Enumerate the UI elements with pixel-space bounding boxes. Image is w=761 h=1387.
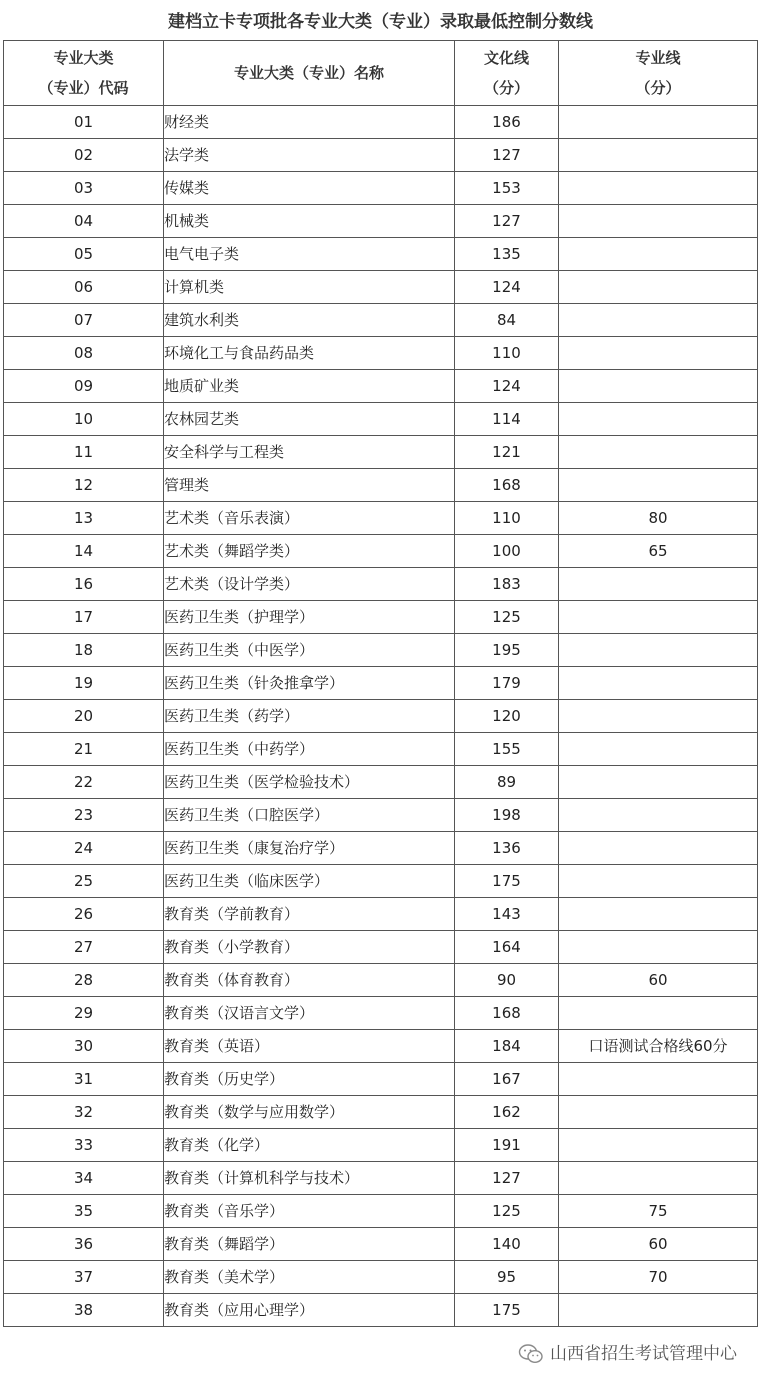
cell-professional: [559, 106, 758, 139]
cell-name: 安全科学与工程类: [164, 436, 455, 469]
header-culture: 文化线 （分）: [455, 41, 559, 106]
cell-professional: [559, 799, 758, 832]
cell-name: 计算机类: [164, 271, 455, 304]
cell-code: 38: [4, 1294, 164, 1327]
cell-professional: [559, 139, 758, 172]
cell-name: 教育类（汉语言文学）: [164, 997, 455, 1030]
cell-professional: [559, 1096, 758, 1129]
cell-code: 12: [4, 469, 164, 502]
table-row: [4, 1195, 758, 1228]
cell-culture: 89: [455, 766, 559, 799]
cell-name: 传媒类: [164, 172, 455, 205]
cell-code: 25: [4, 865, 164, 898]
cell-code: 03: [4, 172, 164, 205]
cell-name: 教育类（数学与应用数学）: [164, 1096, 455, 1129]
cell-name: 环境化工与食品药品类: [164, 337, 455, 370]
cell-culture: 95: [455, 1261, 559, 1294]
table-row: [4, 139, 758, 172]
table-row: [4, 502, 758, 535]
cell-code: 26: [4, 898, 164, 931]
cell-culture: 155: [455, 733, 559, 766]
table-row: [4, 172, 758, 205]
cell-culture: 183: [455, 568, 559, 601]
header-code: 专业大类 （专业）代码: [4, 41, 164, 106]
footer-text: 山西省招生考试管理中心: [550, 1344, 737, 1364]
cell-culture: 162: [455, 1096, 559, 1129]
cell-professional: [559, 1063, 758, 1096]
cell-code: 21: [4, 733, 164, 766]
cell-professional: [559, 172, 758, 205]
cell-culture: 175: [455, 1294, 559, 1327]
table-row: [4, 1261, 758, 1294]
cell-professional: [559, 898, 758, 931]
table-row: [4, 634, 758, 667]
score-table: [3, 40, 758, 1327]
cell-name: 医药卫生类（临床医学）: [164, 865, 455, 898]
table-row: [4, 1228, 758, 1261]
cell-professional: [559, 766, 758, 799]
table-row: [4, 205, 758, 238]
cell-professional: [559, 634, 758, 667]
cell-name: 教育类（应用心理学）: [164, 1294, 455, 1327]
cell-professional: 80: [559, 502, 758, 535]
cell-code: 28: [4, 964, 164, 997]
cell-culture: 127: [455, 139, 559, 172]
cell-culture: 168: [455, 469, 559, 502]
cell-professional: [559, 865, 758, 898]
cell-code: 37: [4, 1261, 164, 1294]
cell-professional: [559, 337, 758, 370]
table-row: [4, 997, 758, 1030]
cell-code: 35: [4, 1195, 164, 1228]
cell-name: 医药卫生类（护理学）: [164, 601, 455, 634]
cell-name: 教育类（计算机科学与技术）: [164, 1162, 455, 1195]
cell-code: 20: [4, 700, 164, 733]
cell-professional: [559, 403, 758, 436]
cell-code: 31: [4, 1063, 164, 1096]
table-header-row: [4, 41, 758, 106]
cell-name: 医药卫生类（针灸推拿学）: [164, 667, 455, 700]
table-body: [4, 106, 758, 1327]
footer-watermark: [518, 1338, 737, 1370]
cell-name: 艺术类（音乐表演）: [164, 502, 455, 535]
table-row: [4, 1096, 758, 1129]
cell-code: 02: [4, 139, 164, 172]
cell-name: 法学类: [164, 139, 455, 172]
cell-code: 17: [4, 601, 164, 634]
cell-culture: 121: [455, 436, 559, 469]
cell-code: 01: [4, 106, 164, 139]
table-row: [4, 106, 758, 139]
cell-name: 机械类: [164, 205, 455, 238]
cell-name: 医药卫生类（中药学）: [164, 733, 455, 766]
table-row: [4, 700, 758, 733]
cell-name: 教育类（化学）: [164, 1129, 455, 1162]
table-row: [4, 568, 758, 601]
header-professional: 专业线 （分）: [559, 41, 758, 106]
cell-culture: 124: [455, 271, 559, 304]
cell-code: 33: [4, 1129, 164, 1162]
cell-code: 29: [4, 997, 164, 1030]
table-row: [4, 931, 758, 964]
table-row: [4, 436, 758, 469]
table-row: [4, 964, 758, 997]
table-row: [4, 898, 758, 931]
cell-code: 07: [4, 304, 164, 337]
table-row: [4, 667, 758, 700]
cell-professional: [559, 700, 758, 733]
table-row: [4, 1129, 758, 1162]
cell-culture: 143: [455, 898, 559, 931]
cell-professional: [559, 436, 758, 469]
cell-code: 14: [4, 535, 164, 568]
cell-culture: 195: [455, 634, 559, 667]
cell-culture: 127: [455, 1162, 559, 1195]
cell-culture: 191: [455, 1129, 559, 1162]
cell-code: 22: [4, 766, 164, 799]
cell-code: 30: [4, 1030, 164, 1063]
cell-code: 24: [4, 832, 164, 865]
cell-professional: [559, 832, 758, 865]
cell-professional: 60: [559, 964, 758, 997]
cell-name: 教育类（音乐学）: [164, 1195, 455, 1228]
cell-professional: 75: [559, 1195, 758, 1228]
cell-culture: 114: [455, 403, 559, 436]
cell-code: 11: [4, 436, 164, 469]
cell-professional: [559, 733, 758, 766]
cell-code: 09: [4, 370, 164, 403]
cell-culture: 125: [455, 1195, 559, 1228]
cell-name: 农林园艺类: [164, 403, 455, 436]
cell-professional: [559, 469, 758, 502]
table-row: [4, 601, 758, 634]
cell-name: 教育类（舞蹈学）: [164, 1228, 455, 1261]
table-row: [4, 865, 758, 898]
cell-name: 教育类（美术学）: [164, 1261, 455, 1294]
cell-code: 23: [4, 799, 164, 832]
cell-professional: [559, 304, 758, 337]
table-row: [4, 238, 758, 271]
cell-code: 08: [4, 337, 164, 370]
cell-code: 34: [4, 1162, 164, 1195]
cell-culture: 124: [455, 370, 559, 403]
cell-name: 教育类（学前教育）: [164, 898, 455, 931]
table-row: [4, 1294, 758, 1327]
cell-culture: 120: [455, 700, 559, 733]
cell-culture: 110: [455, 337, 559, 370]
cell-professional: 65: [559, 535, 758, 568]
cell-culture: 153: [455, 172, 559, 205]
cell-code: 05: [4, 238, 164, 271]
cell-code: 36: [4, 1228, 164, 1261]
cell-name: 医药卫生类（中医学）: [164, 634, 455, 667]
table-row: [4, 337, 758, 370]
table-row: [4, 535, 758, 568]
cell-culture: 164: [455, 931, 559, 964]
cell-name: 管理类: [164, 469, 455, 502]
cell-culture: 167: [455, 1063, 559, 1096]
cell-professional: 口语测试合格线60分: [559, 1030, 758, 1063]
cell-professional: 60: [559, 1228, 758, 1261]
table-row: [4, 832, 758, 865]
table-row: [4, 1063, 758, 1096]
cell-culture: 136: [455, 832, 559, 865]
cell-culture: 168: [455, 997, 559, 1030]
cell-culture: 140: [455, 1228, 559, 1261]
table-row: [4, 271, 758, 304]
cell-professional: [559, 568, 758, 601]
cell-code: 13: [4, 502, 164, 535]
cell-professional: 70: [559, 1261, 758, 1294]
page-title: 建档立卡专项批各专业大类（专业）录取最低控制分数线: [168, 12, 593, 32]
cell-name: 建筑水利类: [164, 304, 455, 337]
cell-culture: 125: [455, 601, 559, 634]
cell-code: 06: [4, 271, 164, 304]
table-row: [4, 1162, 758, 1195]
cell-name: 教育类（小学教育）: [164, 931, 455, 964]
cell-professional: [559, 931, 758, 964]
cell-professional: [559, 271, 758, 304]
cell-professional: [559, 1129, 758, 1162]
cell-name: 电气电子类: [164, 238, 455, 271]
cell-code: 19: [4, 667, 164, 700]
table-row: [4, 469, 758, 502]
cell-professional: [559, 1162, 758, 1195]
table-row: [4, 370, 758, 403]
cell-name: 财经类: [164, 106, 455, 139]
cell-culture: 90: [455, 964, 559, 997]
cell-culture: 186: [455, 106, 559, 139]
cell-professional: [559, 1294, 758, 1327]
table-row: [4, 403, 758, 436]
cell-name: 医药卫生类（康复治疗学）: [164, 832, 455, 865]
cell-professional: [559, 601, 758, 634]
cell-culture: 84: [455, 304, 559, 337]
cell-name: 地质矿业类: [164, 370, 455, 403]
cell-name: 教育类（历史学）: [164, 1063, 455, 1096]
cell-name: 艺术类（设计学类）: [164, 568, 455, 601]
cell-name: 医药卫生类（口腔医学）: [164, 799, 455, 832]
wechat-icon: [518, 1343, 544, 1365]
cell-culture: 100: [455, 535, 559, 568]
cell-culture: 135: [455, 238, 559, 271]
cell-culture: 127: [455, 205, 559, 238]
cell-culture: 110: [455, 502, 559, 535]
cell-culture: 184: [455, 1030, 559, 1063]
cell-professional: [559, 997, 758, 1030]
cell-code: 10: [4, 403, 164, 436]
cell-professional: [559, 238, 758, 271]
cell-name: 教育类（体育教育）: [164, 964, 455, 997]
cell-name: 艺术类（舞蹈学类）: [164, 535, 455, 568]
cell-code: 18: [4, 634, 164, 667]
cell-professional: [559, 667, 758, 700]
table-row: [4, 1030, 758, 1063]
cell-code: 27: [4, 931, 164, 964]
table-row: [4, 304, 758, 337]
cell-professional: [559, 205, 758, 238]
cell-culture: 179: [455, 667, 559, 700]
cell-code: 32: [4, 1096, 164, 1129]
cell-name: 医药卫生类（药学）: [164, 700, 455, 733]
table-row: [4, 766, 758, 799]
cell-code: 04: [4, 205, 164, 238]
cell-culture: 198: [455, 799, 559, 832]
cell-professional: [559, 370, 758, 403]
cell-code: 16: [4, 568, 164, 601]
cell-culture: 175: [455, 865, 559, 898]
cell-name: 教育类（英语）: [164, 1030, 455, 1063]
table-row: [4, 799, 758, 832]
cell-name: 医药卫生类（医学检验技术）: [164, 766, 455, 799]
header-name: 专业大类（专业）名称: [164, 41, 455, 106]
table-row: [4, 733, 758, 766]
